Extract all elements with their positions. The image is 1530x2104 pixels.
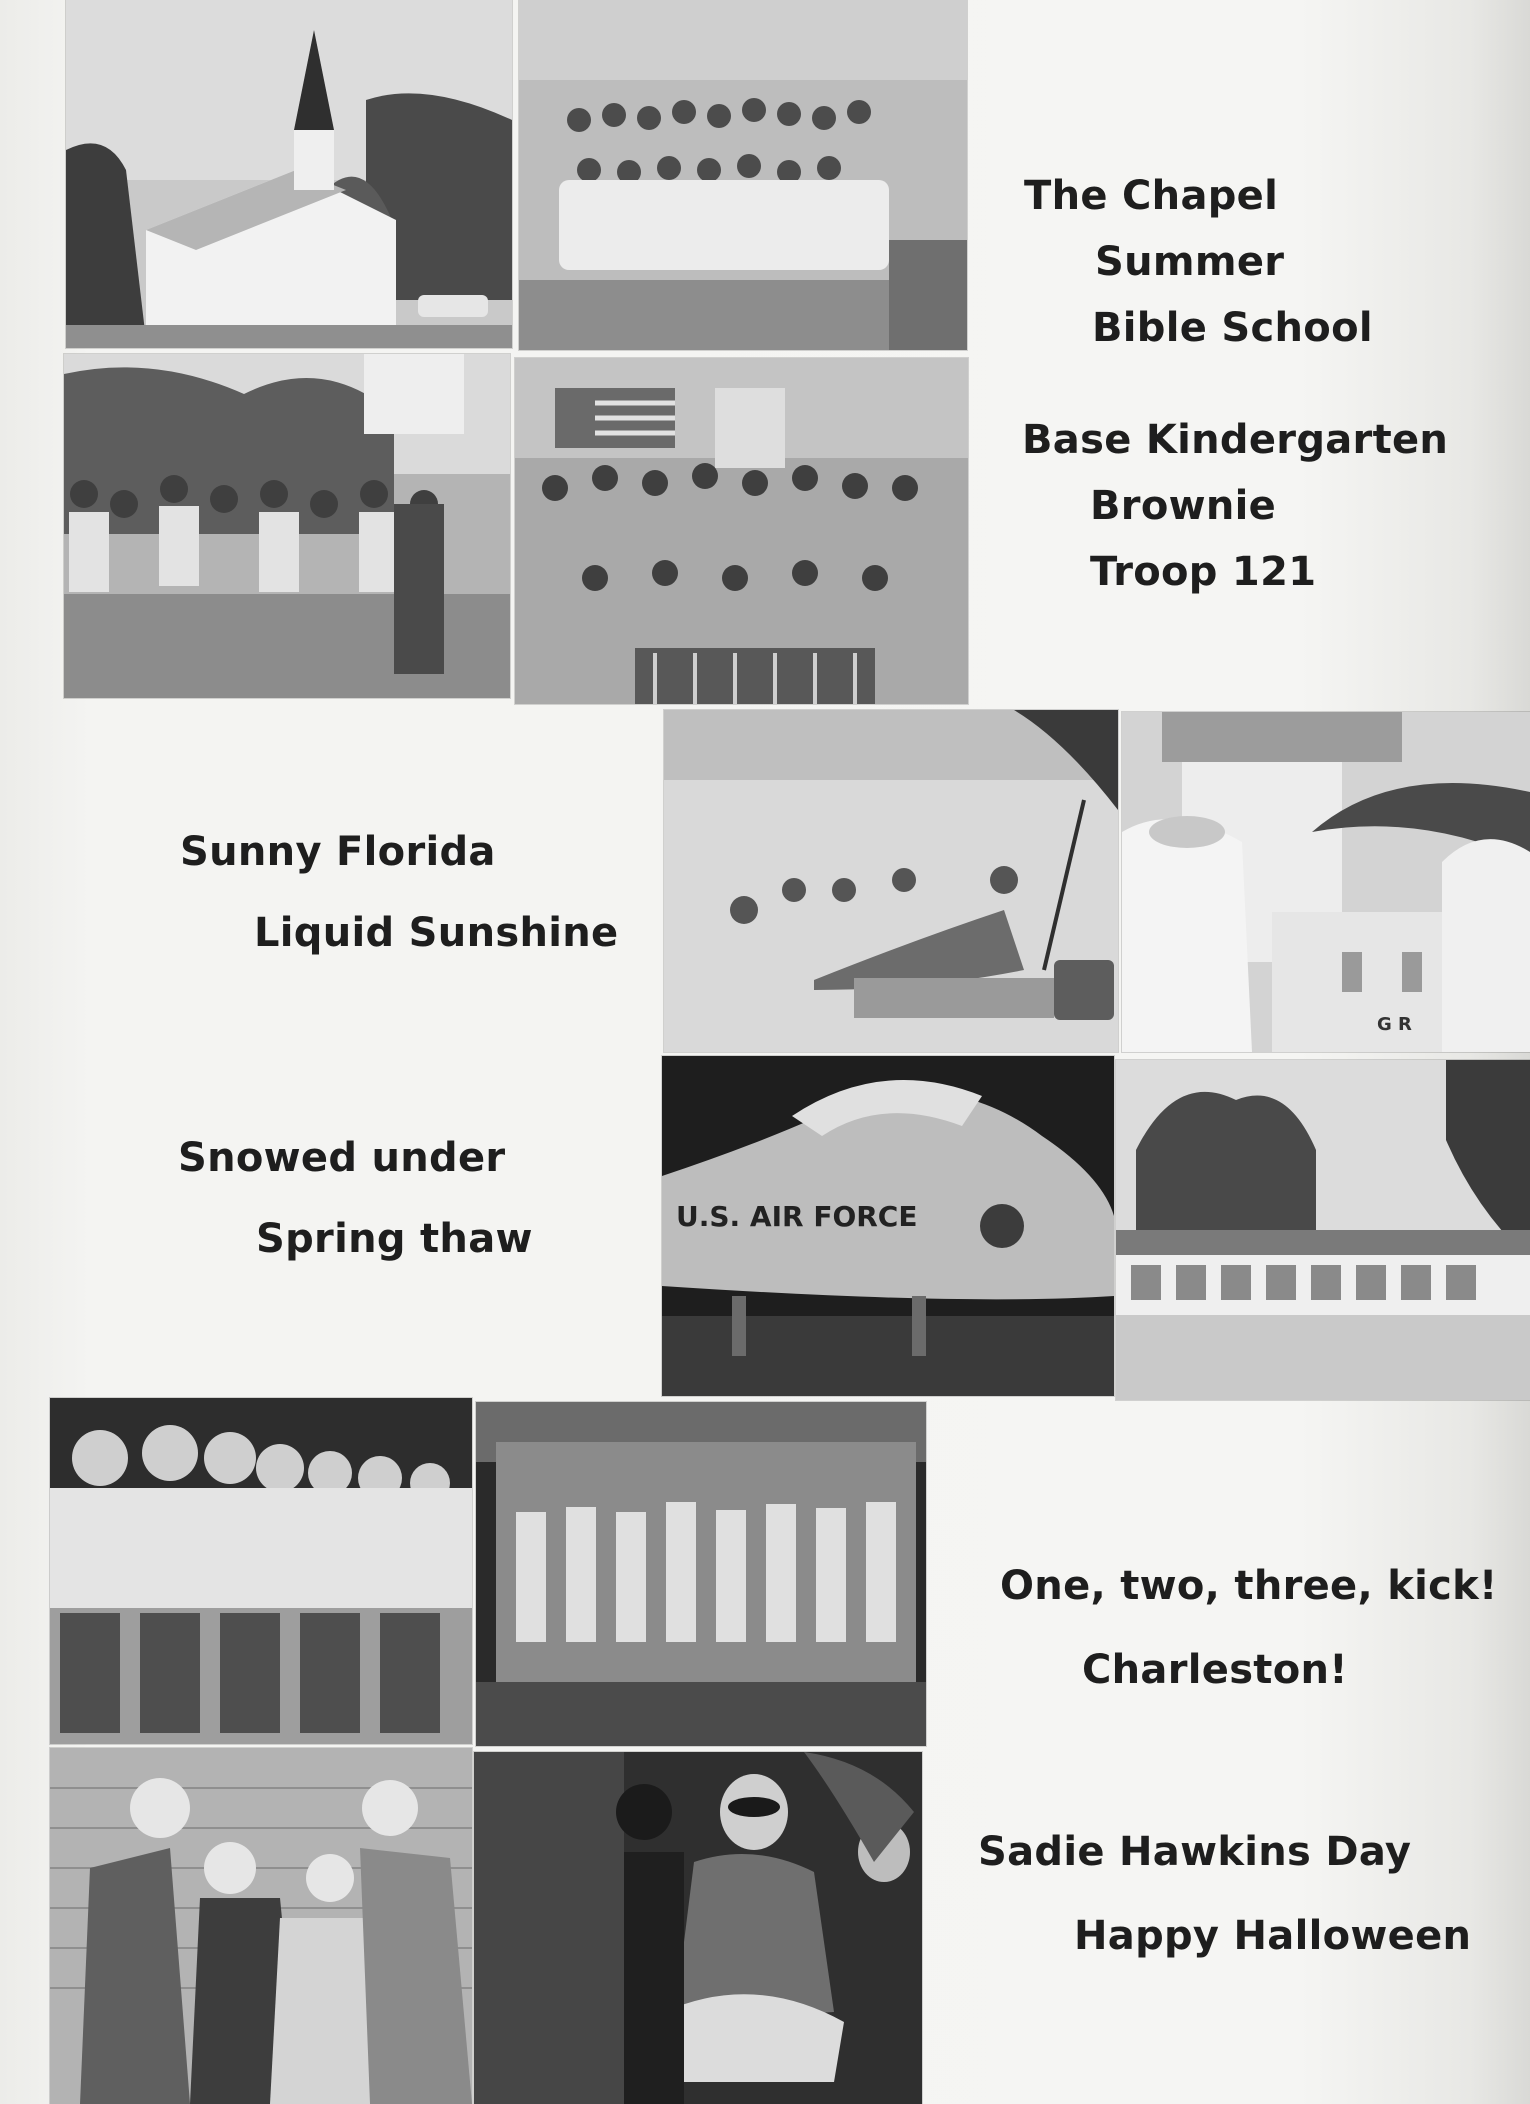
- caption-snowed-under: Snowed under: [178, 1135, 506, 1181]
- photo-men-kicking: [50, 1398, 472, 1744]
- photo-control-tower-rain: [1122, 712, 1530, 1052]
- caption-sunny-florida: Sunny Florida: [180, 829, 496, 875]
- photo-brownie-troop: [515, 358, 968, 704]
- photo-air-force-jet: [662, 1056, 1114, 1396]
- photo-bible-school-group: [519, 0, 967, 350]
- caption-base-kindergarten: Base Kindergarten: [1022, 417, 1449, 463]
- caption-bible-school: Bible School: [1092, 305, 1373, 351]
- caption-charleston: Charleston!: [1082, 1647, 1348, 1693]
- photo-flooded-building: [1116, 1060, 1530, 1400]
- caption-the-chapel: The Chapel: [1024, 173, 1279, 219]
- building-sign: G R: [1377, 1014, 1412, 1035]
- air-force-text: U.S. AIR FORCE: [676, 1200, 918, 1233]
- photo-kindergarten: [64, 354, 510, 698]
- photo-sadie-hawkins: [50, 1748, 472, 2104]
- caption-liquid-sunshine: Liquid Sunshine: [254, 910, 619, 956]
- caption-one-two-three-kick: One, two, three, kick!: [1000, 1563, 1498, 1609]
- photo-beach: [664, 710, 1118, 1052]
- caption-brownie: Brownie: [1090, 483, 1277, 529]
- caption-sadie-hawkins-day: Sadie Hawkins Day: [978, 1829, 1412, 1875]
- photo-halloween: [474, 1752, 922, 2104]
- caption-happy-halloween: Happy Halloween: [1074, 1913, 1472, 1959]
- photo-chapel: [66, 0, 512, 348]
- photo-charleston-stage: [476, 1402, 926, 1746]
- caption-troop-121: Troop 121: [1090, 549, 1317, 595]
- caption-summer: Summer: [1095, 239, 1285, 285]
- caption-spring-thaw: Spring thaw: [256, 1216, 533, 1262]
